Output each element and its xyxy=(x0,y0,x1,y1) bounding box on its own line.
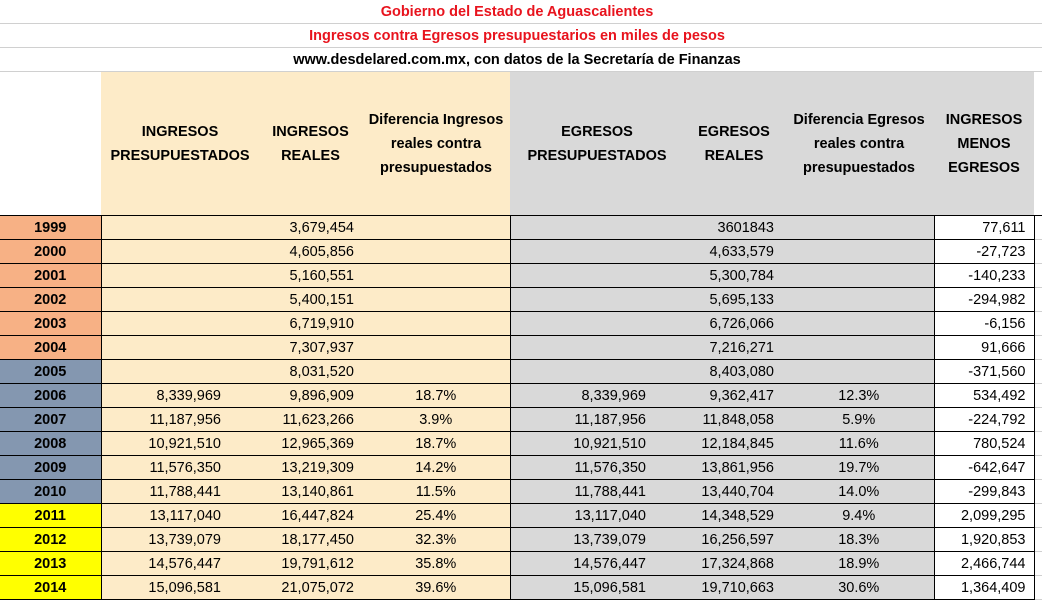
cell-diferencia-egresos: 5.9% xyxy=(784,408,934,432)
cell-ingresos-reales: 16,447,824 xyxy=(259,504,362,528)
header-year xyxy=(0,72,101,216)
cell-ingresos-presupuestados: 8,339,969 xyxy=(101,384,259,408)
cell-egresos-presupuestados xyxy=(510,216,684,240)
cell-diferencia-egresos xyxy=(784,288,934,312)
cell-ingresos-reales: 18,177,450 xyxy=(259,528,362,552)
header-ingresos-menos-egresos: INGRESOS MENOS EGRESOS xyxy=(934,72,1034,216)
cell-egresos-reales: 14,348,529 xyxy=(684,504,784,528)
cell-egresos-presupuestados: 14,576,447 xyxy=(510,552,684,576)
cell-diferencia-egresos xyxy=(784,216,934,240)
header-egresos-presupuestados: EGRESOS PRESUPUESTADOS xyxy=(510,72,684,216)
header-ingresos-reales: INGRESOS REALES xyxy=(259,72,362,216)
header-diferencia-egresos: Diferencia Egresos reales contra presupuestados xyxy=(784,72,934,216)
cell-ingresos-menos-egresos: 780,524 xyxy=(934,432,1034,456)
cell-diferencia-egresos xyxy=(784,264,934,288)
table-row xyxy=(0,336,1042,360)
year-cell: 2007 xyxy=(0,408,101,432)
cell-egresos-reales: 9,362,417 xyxy=(684,384,784,408)
cell-ingresos-reales: 6,719,910 xyxy=(259,312,362,336)
cell-ingresos-presupuestados: 11,576,350 xyxy=(101,456,259,480)
cell-ingresos-menos-egresos: -299,843 xyxy=(934,480,1034,504)
cell-diferencia-egresos xyxy=(784,240,934,264)
cell-diferencia-egresos xyxy=(784,336,934,360)
year-cell: 2002 xyxy=(0,288,101,312)
cell-diferencia-ingresos: 39.6% xyxy=(362,576,510,600)
cell-diferencia-egresos: 12.3% xyxy=(784,384,934,408)
cell-ingresos-menos-egresos: -6,156 xyxy=(934,312,1034,336)
cell-diferencia-ingresos xyxy=(362,216,510,240)
cell-ingresos-reales: 8,031,520 xyxy=(259,360,362,384)
cell-diferencia-ingresos xyxy=(362,240,510,264)
cell-egresos-presupuestados: 13,739,079 xyxy=(510,528,684,552)
cell-ingresos-menos-egresos: -371,560 xyxy=(934,360,1034,384)
cell-ingresos-presupuestados xyxy=(101,312,259,336)
cell-diferencia-ingresos xyxy=(362,312,510,336)
cell-ingresos-presupuestados: 11,187,956 xyxy=(101,408,259,432)
cell-diferencia-ingresos xyxy=(362,264,510,288)
cell-egresos-presupuestados: 10,921,510 xyxy=(510,432,684,456)
cell-egresos-reales: 12,184,845 xyxy=(684,432,784,456)
cell-ingresos-presupuestados: 15,096,581 xyxy=(101,576,259,600)
table-row xyxy=(0,552,1042,576)
table-row xyxy=(0,504,1042,528)
cell-ingresos-presupuestados: 13,739,079 xyxy=(101,528,259,552)
header-diferencia-ingresos: Diferencia Ingresos reales contra presupuestados xyxy=(362,72,510,216)
table-row xyxy=(0,408,1042,432)
header-ingresos-presupuestados: INGRESOS PRESUPUESTADOS xyxy=(101,72,259,216)
cell-ingresos-reales: 3,679,454 xyxy=(259,216,362,240)
cell-ingresos-presupuestados: 11,788,441 xyxy=(101,480,259,504)
cell-egresos-presupuestados: 11,576,350 xyxy=(510,456,684,480)
cell-egresos-presupuestados xyxy=(510,240,684,264)
table-subtitle: Ingresos contra Egresos presupuestarios en miles de pesos xyxy=(0,24,1034,48)
table-row xyxy=(0,240,1042,264)
cell-egresos-presupuestados xyxy=(510,336,684,360)
cell-ingresos-reales: 4,605,856 xyxy=(259,240,362,264)
cell-diferencia-ingresos xyxy=(362,336,510,360)
cell-ingresos-presupuestados xyxy=(101,240,259,264)
cell-egresos-presupuestados: 13,117,040 xyxy=(510,504,684,528)
cell-egresos-reales: 11,848,058 xyxy=(684,408,784,432)
cell-egresos-reales: 8,403,080 xyxy=(684,360,784,384)
cell-egresos-reales: 3601843 xyxy=(684,216,784,240)
year-cell: 1999 xyxy=(0,216,101,240)
cell-ingresos-menos-egresos: 77,611 xyxy=(934,216,1034,240)
title-row-1 xyxy=(0,0,1042,24)
table-row xyxy=(0,432,1042,456)
cell-diferencia-egresos: 30.6% xyxy=(784,576,934,600)
year-cell: 2005 xyxy=(0,360,101,384)
cell-egresos-presupuestados xyxy=(510,264,684,288)
year-cell: 2009 xyxy=(0,456,101,480)
year-cell: 2003 xyxy=(0,312,101,336)
cell-ingresos-reales: 12,965,369 xyxy=(259,432,362,456)
year-cell: 2013 xyxy=(0,552,101,576)
cell-diferencia-ingresos: 32.3% xyxy=(362,528,510,552)
table-row xyxy=(0,528,1042,552)
table-row xyxy=(0,312,1042,336)
cell-ingresos-presupuestados xyxy=(101,360,259,384)
cell-ingresos-reales: 11,623,266 xyxy=(259,408,362,432)
year-cell: 2008 xyxy=(0,432,101,456)
cell-ingresos-reales: 13,219,309 xyxy=(259,456,362,480)
cell-ingresos-reales: 13,140,861 xyxy=(259,480,362,504)
cell-diferencia-egresos: 9.4% xyxy=(784,504,934,528)
cell-egresos-presupuestados xyxy=(510,360,684,384)
cell-ingresos-reales: 5,400,151 xyxy=(259,288,362,312)
cell-egresos-presupuestados: 11,788,441 xyxy=(510,480,684,504)
cell-ingresos-presupuestados xyxy=(101,216,259,240)
year-cell: 2000 xyxy=(0,240,101,264)
cell-ingresos-menos-egresos: 534,492 xyxy=(934,384,1034,408)
cell-diferencia-ingresos: 14.2% xyxy=(362,456,510,480)
cell-ingresos-menos-egresos: 1,920,853 xyxy=(934,528,1034,552)
cell-egresos-reales: 4,633,579 xyxy=(684,240,784,264)
cell-ingresos-presupuestados xyxy=(101,264,259,288)
cell-diferencia-ingresos xyxy=(362,360,510,384)
cell-ingresos-menos-egresos: 1,364,409 xyxy=(934,576,1034,600)
table-row xyxy=(0,384,1042,408)
cell-diferencia-ingresos: 3.9% xyxy=(362,408,510,432)
cell-ingresos-reales: 9,896,909 xyxy=(259,384,362,408)
cell-ingresos-menos-egresos: 2,466,744 xyxy=(934,552,1034,576)
cell-ingresos-menos-egresos: -224,792 xyxy=(934,408,1034,432)
cell-diferencia-egresos: 18.3% xyxy=(784,528,934,552)
header-egresos-reales: EGRESOS REALES xyxy=(684,72,784,216)
cell-ingresos-presupuestados: 13,117,040 xyxy=(101,504,259,528)
title-row-2 xyxy=(0,24,1042,48)
cell-diferencia-ingresos: 25.4% xyxy=(362,504,510,528)
year-cell: 2010 xyxy=(0,480,101,504)
cell-egresos-presupuestados xyxy=(510,288,684,312)
cell-diferencia-ingresos: 18.7% xyxy=(362,384,510,408)
table-row xyxy=(0,264,1042,288)
cell-ingresos-presupuestados xyxy=(101,336,259,360)
cell-ingresos-menos-egresos: -294,982 xyxy=(934,288,1034,312)
cell-diferencia-ingresos xyxy=(362,288,510,312)
header-row xyxy=(0,72,1042,216)
cell-ingresos-reales: 21,075,072 xyxy=(259,576,362,600)
cell-egresos-presupuestados: 15,096,581 xyxy=(510,576,684,600)
cell-diferencia-egresos: 14.0% xyxy=(784,480,934,504)
cell-diferencia-egresos: 18.9% xyxy=(784,552,934,576)
cell-ingresos-reales: 19,791,612 xyxy=(259,552,362,576)
cell-diferencia-egresos: 19.7% xyxy=(784,456,934,480)
cell-ingresos-menos-egresos: 2,099,295 xyxy=(934,504,1034,528)
cell-egresos-reales: 5,300,784 xyxy=(684,264,784,288)
cell-ingresos-presupuestados xyxy=(101,288,259,312)
cell-ingresos-menos-egresos: 91,666 xyxy=(934,336,1034,360)
cell-diferencia-ingresos: 11.5% xyxy=(362,480,510,504)
cell-egresos-reales: 13,861,956 xyxy=(684,456,784,480)
cell-egresos-reales: 6,726,066 xyxy=(684,312,784,336)
year-cell: 2004 xyxy=(0,336,101,360)
cell-ingresos-menos-egresos: -642,647 xyxy=(934,456,1034,480)
year-cell: 2001 xyxy=(0,264,101,288)
year-cell: 2014 xyxy=(0,576,101,600)
cell-egresos-presupuestados: 11,187,956 xyxy=(510,408,684,432)
cell-ingresos-menos-egresos: -27,723 xyxy=(934,240,1034,264)
cell-egresos-presupuestados: 8,339,969 xyxy=(510,384,684,408)
cell-egresos-reales: 17,324,868 xyxy=(684,552,784,576)
cell-ingresos-presupuestados: 14,576,447 xyxy=(101,552,259,576)
cell-diferencia-egresos xyxy=(784,360,934,384)
cell-egresos-reales: 7,216,271 xyxy=(684,336,784,360)
cell-diferencia-ingresos: 35.8% xyxy=(362,552,510,576)
cell-egresos-presupuestados xyxy=(510,312,684,336)
year-cell: 2012 xyxy=(0,528,101,552)
table-row xyxy=(0,216,1042,240)
cell-egresos-reales: 19,710,663 xyxy=(684,576,784,600)
cell-ingresos-menos-egresos: -140,233 xyxy=(934,264,1034,288)
cell-egresos-reales: 16,256,597 xyxy=(684,528,784,552)
cell-ingresos-reales: 5,160,551 xyxy=(259,264,362,288)
table-row xyxy=(0,288,1042,312)
cell-diferencia-egresos: 11.6% xyxy=(784,432,934,456)
cell-ingresos-reales: 7,307,937 xyxy=(259,336,362,360)
source-line: www.desdelared.com.mx, con datos de la Secretaría de Finanzas xyxy=(0,48,1034,72)
cell-egresos-reales: 5,695,133 xyxy=(684,288,784,312)
cell-diferencia-ingresos: 18.7% xyxy=(362,432,510,456)
title-row-3 xyxy=(0,48,1042,72)
table-row xyxy=(0,576,1042,600)
table-row xyxy=(0,480,1042,504)
year-cell: 2011 xyxy=(0,504,101,528)
table-row xyxy=(0,360,1042,384)
cell-egresos-reales: 13,440,704 xyxy=(684,480,784,504)
table-row xyxy=(0,456,1042,480)
cell-diferencia-egresos xyxy=(784,312,934,336)
cell-ingresos-presupuestados: 10,921,510 xyxy=(101,432,259,456)
year-cell: 2006 xyxy=(0,384,101,408)
table-title: Gobierno del Estado de Aguascalientes xyxy=(0,0,1034,24)
